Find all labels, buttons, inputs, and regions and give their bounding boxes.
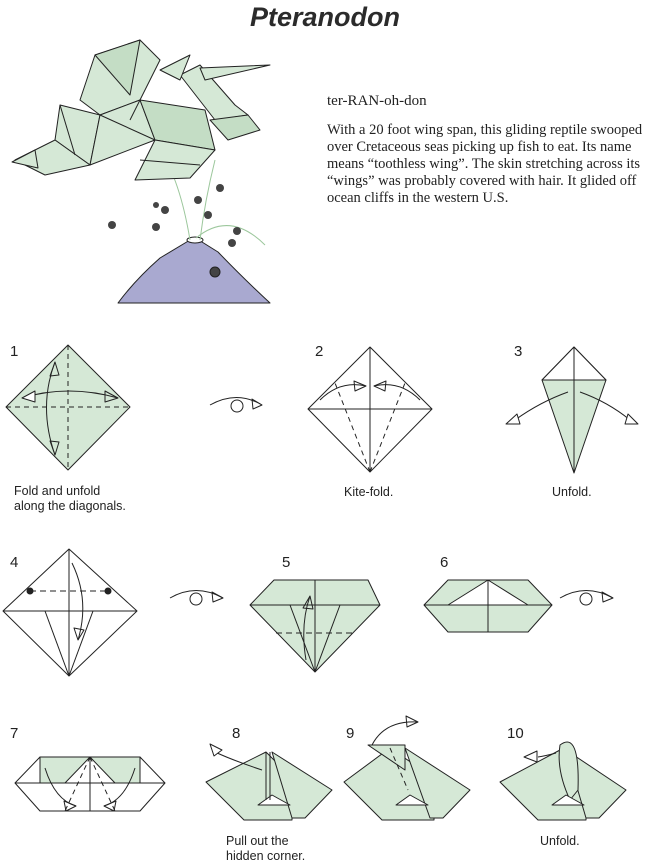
step-number: 10 bbox=[507, 725, 524, 742]
step-8-caption: Pull out the hidden corner. bbox=[226, 834, 306, 863]
step-number: 8 bbox=[232, 725, 241, 742]
step-4-diagram bbox=[3, 549, 137, 676]
step-3-diagram bbox=[506, 347, 638, 473]
turn-over-icon-2 bbox=[170, 591, 223, 606]
step-2-diagram bbox=[308, 347, 432, 472]
step-7-diagram bbox=[15, 757, 165, 811]
step-5-diagram bbox=[250, 580, 380, 672]
step-number: 2 bbox=[315, 343, 324, 360]
pronunciation: ter-RAN-oh-don bbox=[327, 93, 427, 109]
page-title: Pteranodon bbox=[249, 2, 400, 32]
pteranodon-illustration bbox=[12, 40, 270, 180]
step-number: 1 bbox=[10, 343, 19, 360]
turn-over-icon-1 bbox=[210, 398, 262, 413]
step-2-caption: Kite-fold. bbox=[344, 485, 394, 499]
step-9-diagram bbox=[344, 716, 470, 820]
step-6-diagram bbox=[424, 580, 552, 632]
step-number: 7 bbox=[10, 725, 19, 742]
step-10-caption: Unfold. bbox=[540, 834, 580, 848]
step-number: 6 bbox=[440, 554, 449, 571]
step-number: 3 bbox=[514, 343, 523, 360]
description: With a 20 foot wing span, this gliding reptile swooped over Cretaceous seas picking up fish to eat. Its name means “toothless wing”. The skin stretching across its “wings” was probably covered with hair. It glided off ocean cliffs in the western U.S. bbox=[327, 122, 643, 206]
step-number: 5 bbox=[282, 554, 291, 571]
step-10-diagram bbox=[500, 742, 626, 820]
step-number: 9 bbox=[346, 725, 355, 742]
step-1-caption: Fold and unfold along the diagonals. bbox=[14, 484, 126, 513]
step-3-caption: Unfold. bbox=[552, 485, 592, 499]
step-1-diagram bbox=[6, 345, 130, 470]
step-8-diagram bbox=[206, 744, 332, 820]
turn-over-icon-3 bbox=[560, 591, 613, 606]
step-number: 4 bbox=[10, 554, 19, 571]
